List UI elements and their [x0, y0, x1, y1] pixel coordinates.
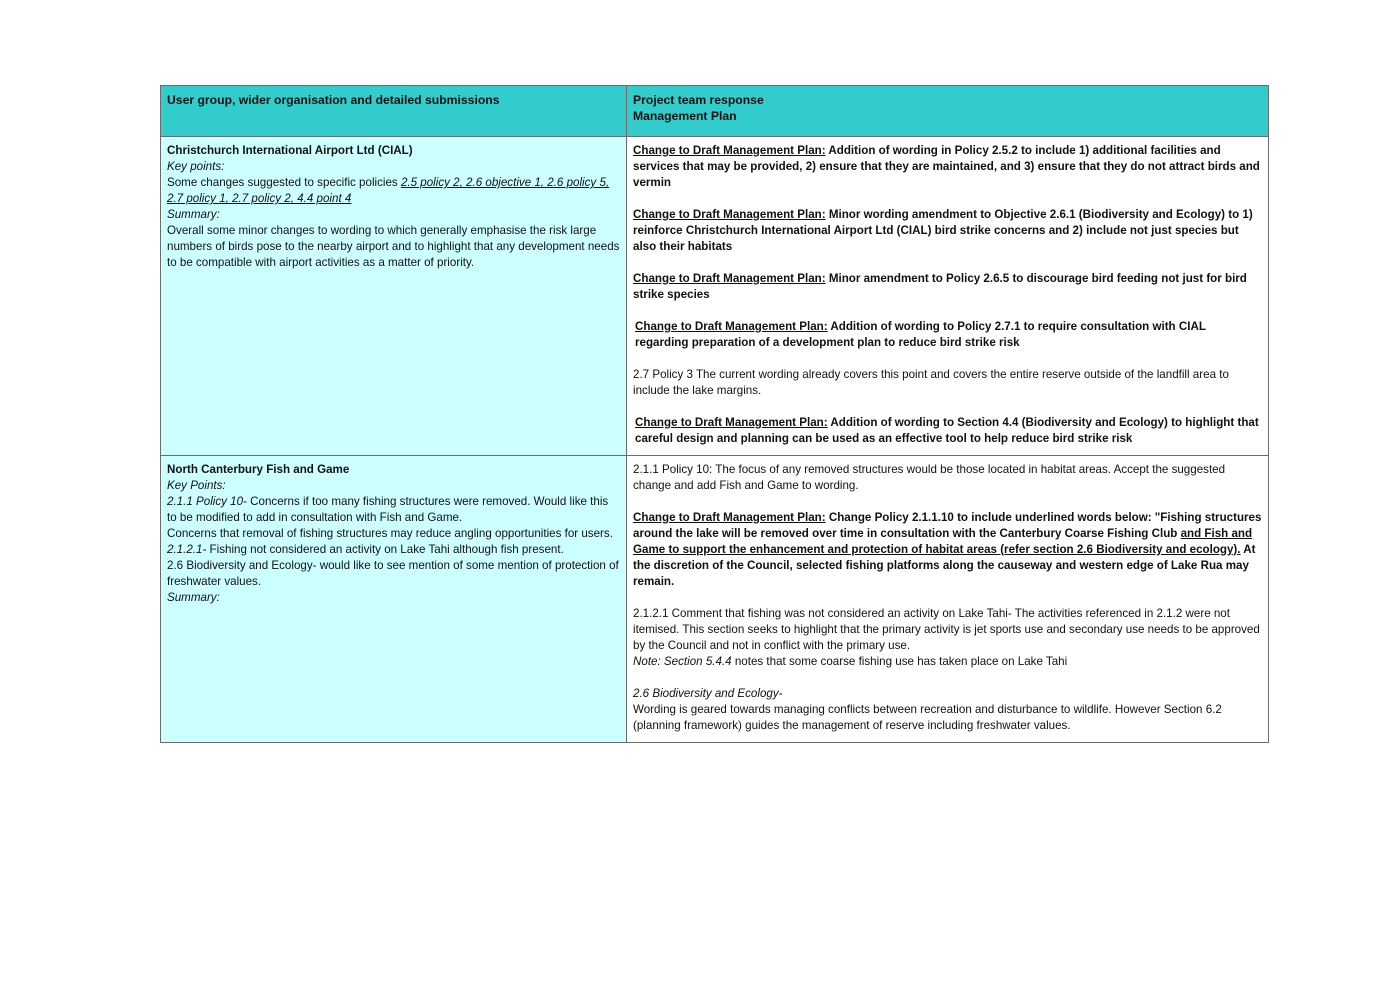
response-item [633, 207, 1262, 255]
header-right-line2: Management Plan [633, 109, 737, 123]
response-item [633, 319, 1262, 351]
response-cell-fish-game [627, 456, 1269, 743]
response-heading: 2.6 Biodiversity and Ecology- [633, 687, 783, 700]
kp-ref: 2.1.1 Policy 10- [167, 495, 247, 508]
org-name: North Canterbury Fish and Game [167, 463, 350, 476]
response-item [633, 271, 1262, 303]
change-underlined-text: and Fish and Game to support the enhancement and protection of habitat areas (refer section 2.6 Biodiversity and ecology). [633, 527, 1253, 556]
kp-policy-refs: 2.5 policy 2, 2.6 objective 1, 2.6 policy 5, 2.7 policy 1, 2.7 policy 2, 4.4 point 4 [167, 176, 610, 205]
change-label: Change to Draft Management Plan: [633, 511, 826, 524]
response-note [633, 654, 1262, 670]
note-text: notes that some coarse fishing use has taken place on Lake Tahi [731, 655, 1068, 668]
change-label: Change to Draft Management Plan: [633, 208, 826, 221]
response-item: 2.7 Policy 3 The current wording already covers this point and covers the entire reserve outside of the landfill area to include the lake margins. [633, 368, 1229, 397]
header-left-text: User group, wider organisation and detailed submissions [167, 93, 500, 107]
change-text: Addition of wording in Policy 2.5.2 to include 1) additional facilities and services that may be provided, 2) ensure that they are maintained, and 3) ensure that they do not attract birds and vermin [633, 144, 1260, 189]
key-points-label: Key Points: [167, 479, 226, 492]
response-cell-cial [627, 137, 1269, 456]
change-text: Minor amendment to Policy 2.6.5 to discourage bird feeding not just for bird strike species [633, 272, 1247, 301]
response-item [633, 415, 1262, 447]
key-point [167, 494, 620, 526]
key-points-text [167, 175, 620, 207]
key-point [167, 542, 620, 558]
key-points-label: Key points: [167, 160, 225, 173]
kp-ref: 2.1.2.1- [167, 543, 207, 556]
response-item [633, 510, 1262, 590]
change-label: Change to Draft Management Plan: [635, 320, 828, 333]
key-point: 2.6 Biodiversity and Ecology- would like to see mention of some mention of protection of freshwater values. [167, 559, 619, 588]
kp-text: Concerns if too many fishing structures were removed. Would like this to be modified to add in consultation with Fish and Game. [167, 495, 609, 524]
note-label: Note: Section 5.4.4 [633, 655, 732, 668]
header-left [161, 86, 627, 137]
change-text: Minor wording amendment to Objective 2.6.1 (Biodiversity and Ecology) to 1) reinforce Christchurch International Airport Ltd (CIAL) bird strike concerns and 2) include not just species but also their habitats [633, 208, 1253, 253]
summary-label: Summary: [167, 591, 220, 604]
change-text: Addition of wording to Section 4.4 (Biodiversity and Ecology) to highlight that careful design and planning can be used as an effective tool to help reduce bird strike risk [635, 416, 1259, 445]
response-item: Wording is geared towards managing conflicts between recreation and disturbance to wildlife. However Section 6.2 (planning framework) guides the management of reserve including freshwater values. [633, 703, 1222, 732]
response-item: 2.1.1 Policy 10: The focus of any removed structures would be those located in habitat areas. Accept the suggested change and add Fish and Game to wording. [633, 463, 1226, 492]
kp-lead: Some changes suggested to specific policies [167, 176, 401, 189]
submission-cell-cial [161, 137, 627, 456]
table-row-fish-game [161, 456, 1269, 743]
submission-cell-fish-game [161, 456, 627, 743]
change-text: Change Policy 2.1.1.10 to include underlined words below: "Fishing structures around the lake will be removed over time in consultation with the Canterbury Coarse Fishing Club [633, 511, 1262, 540]
table-row-cial [161, 137, 1269, 456]
key-point: Concerns that removal of fishing structures may reduce angling opportunities for users. [167, 527, 613, 540]
response-item [633, 143, 1262, 191]
header-right [627, 86, 1269, 137]
response-item: 2.1.2.1 Comment that fishing was not considered an activity on Lake Tahi- The activities referenced in 2.1.2 were not itemised. This section seeks to highlight that the primary activity is jet sports use and secondary use needs to be approved by the Council and not in conflict with the primary use. [633, 607, 1260, 652]
header-row [161, 86, 1269, 137]
summary-label: Summary: [167, 208, 220, 221]
summary-text: Overall some minor changes to wording to which generally emphasise the risk large numbers of birds pose to the nearby airport and to highlight that any development needs to be compatible with airport activities as a matter of priority. [167, 224, 620, 269]
org-name: Christchurch International Airport Ltd (CIAL) [167, 144, 413, 157]
change-label: Change to Draft Management Plan: [635, 416, 828, 429]
change-text: Addition of wording to Policy 2.7.1 to require consultation with CIAL regarding preparation of a development plan to reduce bird strike risk [635, 320, 1206, 349]
change-text: At the discretion of the Council, selected fishing platforms along the causeway and western edge of Lake Rua may remain. [633, 543, 1256, 588]
submissions-table [160, 85, 1269, 743]
change-label: Change to Draft Management Plan: [633, 272, 826, 285]
header-right-line1: Project team response [633, 93, 764, 107]
kp-text: Fishing not considered an activity on Lake Tahi although fish present. [206, 543, 564, 556]
change-label: Change to Draft Management Plan: [633, 144, 826, 157]
